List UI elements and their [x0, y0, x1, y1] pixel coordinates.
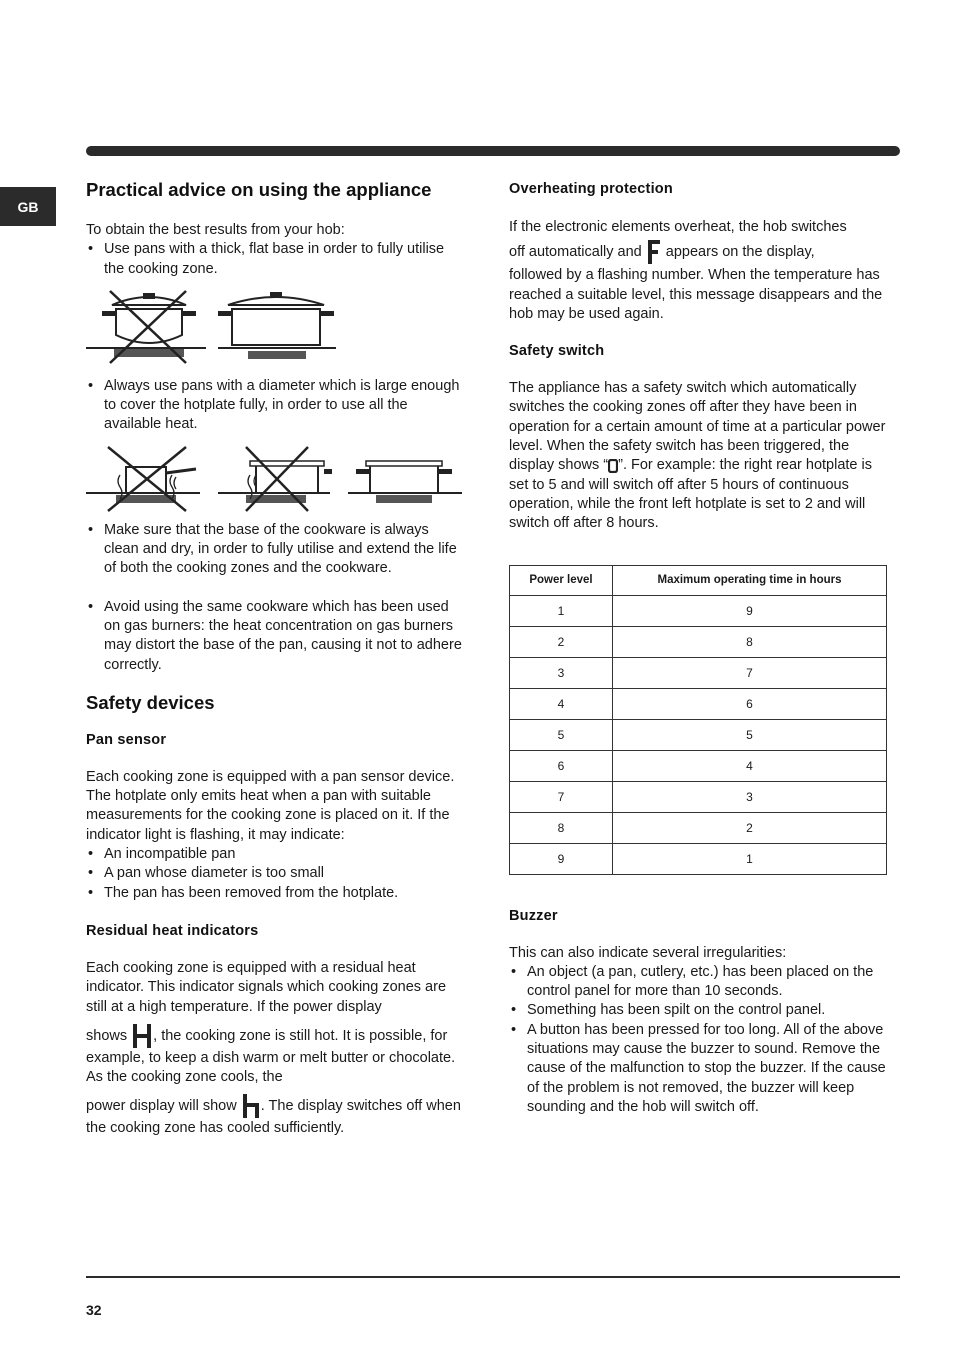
max-time-cell: 6: [613, 688, 887, 719]
pan-diameter-illustration: [86, 445, 466, 515]
table-row: [510, 595, 887, 626]
overheating-title: Overheating protection: [509, 181, 673, 197]
buzzer-item: • An object (a pan, cutlery, etc.) has been placed on the control panel for more than 10 seconds.: [509, 963, 889, 1002]
power-level-cell: 3: [510, 657, 613, 688]
advice-bullet-gas-burners: • Avoid using the same cookware which has been used on gas burners: the heat concentration on gas burners may distort the base of the pan, causing it not to adhere correctly.: [86, 598, 466, 675]
advice-list-3: [86, 521, 466, 579]
residual-heat-text-2: [86, 1023, 466, 1088]
residual-heat-text-1: Each cooking zone is equipped with a residual heat indicator. This indicator signals which cooking zones are still at a high temperature. If the power display: [86, 959, 447, 1015]
table-row: [510, 626, 887, 657]
buzzer-list: [509, 963, 889, 1117]
top-rule: [86, 146, 900, 156]
right-column: [509, 176, 889, 1117]
table-header-row: [510, 565, 887, 595]
advice-list-2: [86, 377, 466, 435]
f-display-icon: [646, 239, 662, 265]
overheating-appears-text: appears on the display,: [665, 244, 815, 261]
pan-sensor-text: Each cooking zone is equipped with a pan sensor device. The hotplate only emits heat when a pan with suitable measurements for the cooking zone is placed on it. If the indicator light is flashing, it may indicate:: [86, 768, 455, 843]
power-level-cell: 7: [510, 781, 613, 812]
residual-heat-text-2b: , the cooking zone is still hot. It is possible, for example, to keep a dish warm or melt butter or chocolate. As the cooking zone cools, the: [86, 1027, 456, 1086]
table-row: [510, 688, 887, 719]
pan-sensor-title: Pan sensor: [86, 731, 167, 748]
medium-pan-icon: [218, 447, 332, 511]
residual-heat-text-3b: . The display switches off when the cooking zone has cooled sufficiently.: [86, 1098, 461, 1137]
h-display-icon: [131, 1023, 153, 1049]
overheating-text-1: If the electronic elements overheat, the hob switches: [509, 219, 847, 235]
advice-bullet-clean-base: • Make sure that the base of the cookware is always clean and dry, in order to fully utilise and extend the life of both the cooking zones and the cookware.: [86, 521, 466, 579]
pan-sensor-item: • The pan has been removed from the hotplate.: [86, 884, 466, 903]
max-time-cell: 5: [613, 719, 887, 750]
header-power-level: Power level: [510, 565, 613, 595]
power-level-cell: 1: [510, 595, 613, 626]
warped-pan-icon: [86, 291, 206, 363]
intro-text: To obtain the best results from your hob:: [86, 222, 345, 238]
buzzer-item: • A button has been pressed for too long. All of the above situations may cause the buzzer to sound. Remove the cause of the malfunction to stop the buzzer. If the cause of the problem is not removed, the buzzer will keep sounding and the hob will switch off.: [509, 1021, 889, 1117]
power-level-table: [509, 565, 887, 875]
power-level-cell: 6: [510, 750, 613, 781]
max-time-cell: 8: [613, 626, 887, 657]
table-row: [510, 719, 887, 750]
table-row: [510, 657, 887, 688]
section-title-practical-advice: Practical advice on using the appliance: [86, 179, 432, 200]
max-time-cell: 3: [613, 781, 887, 812]
pan-sensor-list: [86, 845, 466, 903]
header-max-time: Maximum operating time in hours: [613, 565, 887, 595]
pan-sensor-item: • A pan whose diameter is too small: [86, 864, 466, 883]
zero-display-icon: [608, 459, 618, 473]
max-time-cell: 9: [613, 595, 887, 626]
table-row: [510, 812, 887, 843]
page-number: 32: [86, 1302, 102, 1318]
table-row: [510, 750, 887, 781]
max-time-cell: 1: [613, 843, 887, 874]
residual-shows-text: shows: [86, 1027, 128, 1044]
safety-switch-text-b: ”. For example: the right rear hotplate is set to 5 and will switch off after 5 hours of continuous operation, while the front left hotplate is set to 2 and will switch off after 8 hours.: [509, 457, 872, 532]
safety-switch-text-a: The appliance has a safety switch which automatically switches the cooking zones off after they have been in operation for a certain amount of time at a particular power level. When the safety switch has been triggered, the display shows “: [509, 380, 886, 474]
pan-diameter-diagram: [86, 445, 466, 515]
pan-base-illustration: [86, 287, 466, 367]
small-h-display-icon: [241, 1093, 261, 1119]
pan-base-diagram: [86, 287, 466, 367]
flat-pan-icon: [218, 292, 336, 359]
language-tab: GB: [0, 187, 56, 226]
residual-heat-text-3: [86, 1093, 466, 1138]
buzzer-item: • Something has been spilt on the control panel.: [509, 1001, 889, 1020]
max-time-cell: 7: [613, 657, 887, 688]
advice-bullet-diameter: • Always use pans with a diameter which is large enough to cover the hotplate fully, in order to use all the available heat.: [86, 377, 466, 435]
max-time-cell: 2: [613, 812, 887, 843]
max-time-cell: 4: [613, 750, 887, 781]
power-level-cell: 9: [510, 843, 613, 874]
overheating-text-2: followed by a flashing number. When the temperature has reached a suitable level, this message disappears and the hob may be used again.: [509, 267, 883, 322]
overheating-off-text: off automatically and: [509, 244, 642, 261]
table-row: [510, 781, 887, 812]
power-level-cell: 8: [510, 812, 613, 843]
power-level-cell: 5: [510, 719, 613, 750]
section-title-safety-devices: Safety devices: [86, 691, 215, 713]
left-column: [86, 176, 466, 1139]
advice-bullet-flat-base: • Use pans with a thick, flat base in order to fully utilise the cooking zone.: [86, 240, 466, 279]
advice-list-1: [86, 240, 466, 279]
buzzer-intro: This can also indicate several irregularities:: [509, 944, 787, 961]
pan-sensor-item: • An incompatible pan: [86, 845, 466, 864]
bottom-rule: [86, 1276, 900, 1278]
safety-switch-text: [509, 379, 889, 533]
advice-list-4: [86, 598, 466, 675]
small-pan-icon: [86, 447, 200, 511]
overheating-text-1b: [509, 239, 889, 265]
residual-power-display-text: power display will show: [86, 1098, 237, 1115]
buzzer-title: Buzzer: [509, 907, 558, 924]
residual-heat-title: Residual heat indicators: [86, 922, 259, 939]
table-row: [510, 843, 887, 874]
power-level-cell: 4: [510, 688, 613, 719]
power-level-cell: 2: [510, 626, 613, 657]
correct-pan-icon: [348, 461, 462, 503]
safety-switch-title: Safety switch: [509, 343, 605, 360]
